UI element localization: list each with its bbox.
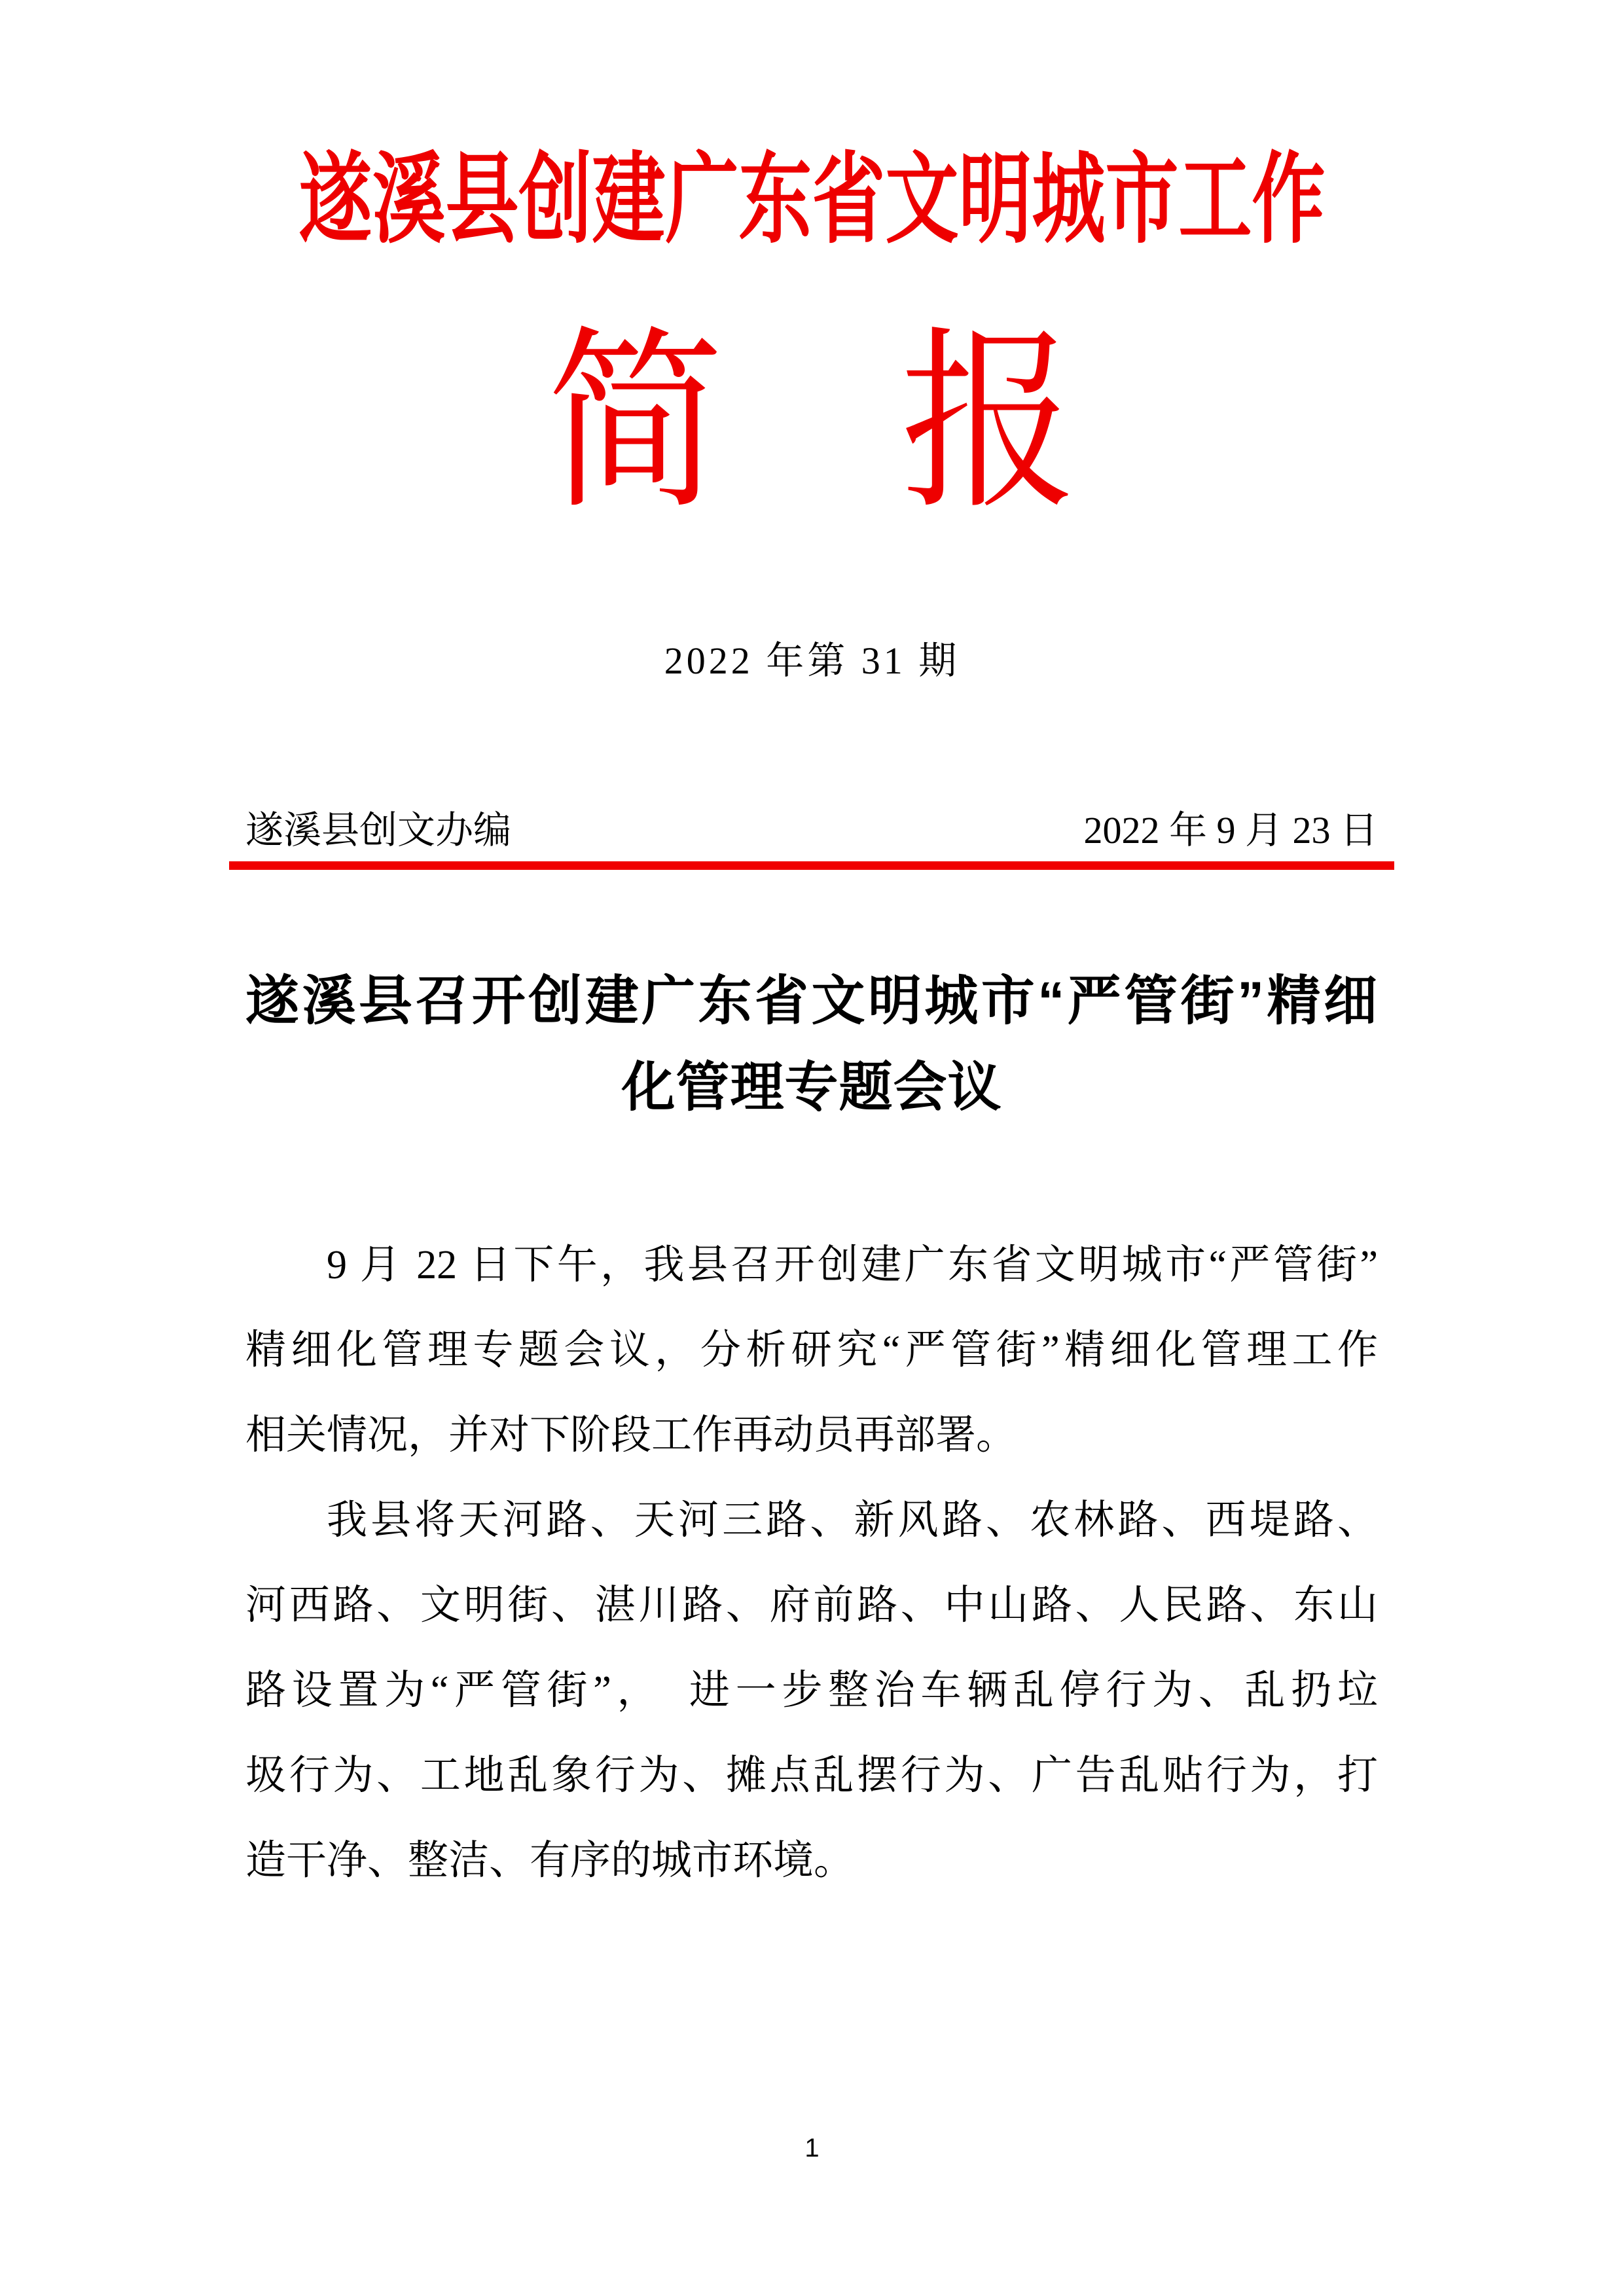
issue-number-line: 2022 年第 31 期 [664,639,960,682]
body-paragraph2-line4: 圾行为、工地乱象行为、摊点乱摆行为、广告乱贴行为，打 [245,1753,1378,1798]
masthead-title: 遂溪县创建广东省文明城市工作 [298,146,1326,256]
article-body [245,1223,1378,1903]
publisher-name: 遂溪县创文办编 [245,809,512,852]
article-heading-line-1: 遂溪县召开创建广东省文明城市“严管街”精细 [245,971,1378,1031]
body-paragraph2-line1: 我县将天河路、天河三路、新风路、农林路、西堤路、 [327,1498,1378,1543]
body-paragraph1-line2: 精细化管理专题会议，分析研究“严管街”精细化管理工作 [245,1328,1378,1372]
page-number: 1 [804,2134,820,2162]
article-heading-line-2: 化管理专题会议 [621,1058,1002,1117]
publish-date: 2022 年 9 月 23 日 [1083,809,1378,852]
masthead-banner: 简 报 [547,317,1077,532]
body-paragraph1-line3: 相关情况，并对下阶段工作再动员再部署。 [245,1413,1017,1458]
red-divider-rule [229,861,1394,870]
publisher-row [245,802,1378,851]
article-heading [245,958,1378,1131]
body-paragraph1-line1: 9 月 22 日下午，我县召开创建广东省文明城市“严管街” [327,1243,1378,1287]
body-paragraph2-line5: 造干净、整洁、有序的城市环境。 [245,1839,855,1883]
body-paragraph2-line2: 河西路、文明街、湛川路、府前路、中山路、人民路、东山 [245,1583,1378,1628]
body-paragraph2-line3: 路设置为“严管街”， 进一步整治车辆乱停行为、乱扔垃 [245,1668,1378,1713]
